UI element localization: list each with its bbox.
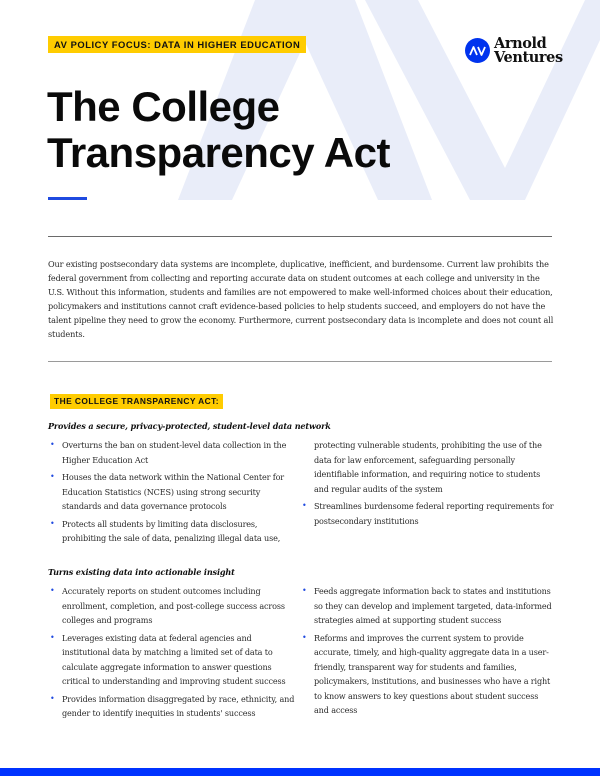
logo-wordmark — [494, 37, 563, 64]
group1-right-list — [302, 438, 554, 531]
title-line-1: The College — [47, 83, 280, 130]
group2-right-list — [302, 584, 554, 721]
bullet-icon: • — [50, 472, 55, 481]
list-item: • Streamlines burdensome federal reporting requirements for postsecondary institutions — [302, 501, 554, 526]
group-heading-data-network: Provides a secure, privacy-protected, student-level data network — [48, 421, 331, 431]
arnold-ventures-logo — [465, 37, 563, 64]
title-accent-bar — [48, 197, 87, 200]
page-title — [47, 84, 507, 176]
list-item: • Leverages existing data at federal agencies and institutional data by matching a limited set of data to calculate aggregate information to answer questions critical to understanding and improving student success — [50, 632, 286, 686]
bullet-icon: • — [50, 632, 55, 642]
av-logo-icon — [465, 38, 490, 63]
section-label: THE COLLEGE TRANSPARENCY ACT: — [50, 394, 223, 409]
divider-top — [48, 236, 552, 237]
list-item: • Reforms and improves the current system to provide accurate, timely, and high-quality aggregate data in a user-friendly, transparent way for students and families, policymakers, institutions, and businesses who have a right to know answers to key questions about student success and access — [302, 632, 551, 715]
bullet-icon: • — [50, 586, 55, 595]
group-heading-actionable-insight: Turns existing data into actionable insight — [48, 567, 235, 577]
intro-paragraph: Our existing postsecondary data systems are incomplete, duplicative, inefficient, and burdensome. Current law prohibits the federal government from collecting and reporting accurate data on student outcomes at each college and university in the U.S. Without this information, students and families are not empowered to make well-informed choices about their education, policymakers and institutions cannot craft evidence-based policies to help students succeed, and employers do not have the talent pipeline they need to grow the economy. Furthermore, current postsecondary data is incomplete and does not count all students. — [48, 259, 554, 340]
bullet-icon: • — [50, 693, 55, 703]
bullet-icon: • — [302, 586, 307, 595]
bullet-icon: • — [50, 518, 55, 528]
divider-bottom — [48, 361, 552, 362]
bullet-icon: • — [302, 632, 307, 642]
list-item-continuation: protecting vulnerable students, prohibiting the use of the data for law enforcement, safeguarding personally identifiable information, and requiring notice to students and regular audits of the system — [314, 440, 542, 494]
group2-left-list — [50, 584, 300, 724]
list-item: • Overturns the ban on student-level data collection in the Higher Education Act — [50, 440, 287, 465]
bullet-icon: • — [302, 501, 307, 510]
list-item: • Protects all students by limiting data disclosures, prohibiting the sale of data, penalizing illegal data use, — [50, 518, 281, 543]
list-item: • Accurately reports on student outcomes including enrollment, completion, and post-college success across colleges and programs — [50, 586, 285, 625]
list-item: • Feeds aggregate information back to states and institutions so they can develop and implement targeted, data-informed strategies aimed at supporting student success — [302, 586, 552, 625]
logo-line-1: Arnold — [494, 35, 547, 52]
list-item: • Provides information disaggregated by race, ethnicity, and gender to identify inequities in students' success — [50, 693, 295, 718]
bullet-icon: • — [50, 440, 55, 449]
policy-focus-kicker: AV POLICY FOCUS: DATA IN HIGHER EDUCATION — [48, 36, 306, 53]
logo-line-2: Ventures — [494, 48, 563, 66]
group1-left-list — [50, 438, 300, 549]
list-item: • Houses the data network within the National Center for Education Statistics (NCES) using strong security standards and data governance protocols — [50, 472, 285, 511]
footer-brand-bar — [0, 768, 600, 776]
title-line-2: Transparency Act — [47, 129, 390, 176]
